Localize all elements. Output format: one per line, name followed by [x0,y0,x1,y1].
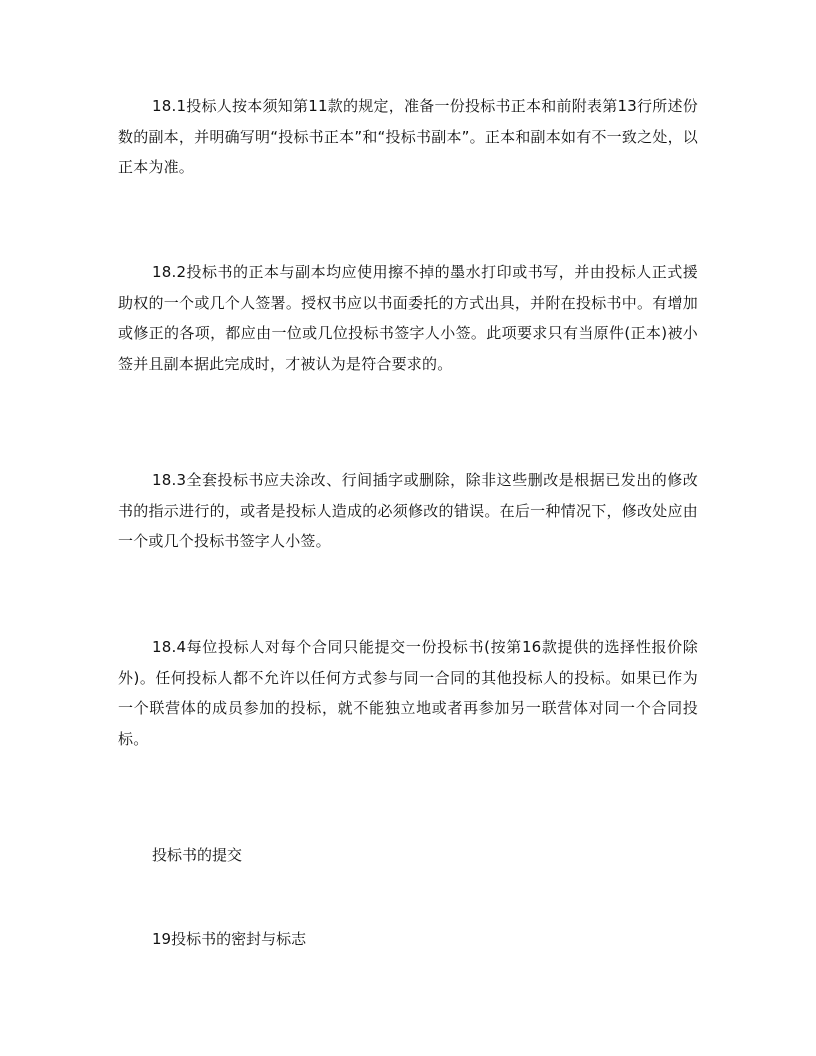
section-heading-19: 19投标书的密封与标志 [152,930,307,948]
section-heading-submission: 投标书的提交 [152,846,243,864]
paragraph-18-1: 18.1投标人按本须知第11款的规定，准备一份投标书正本和前附表第13行所述份数的副本，并明确写明“投标书正本”和“投标书副本”。正本和副本如有不一致之处，以正本为准。 [118,97,698,176]
paragraph-18-3: 18.3全套投标书应夫涂改、行间插字或删除，除非这些删改是根据已发出的修改书的指示进行的，或者是投标人造成的必须修改的错误。在后一种情况下，修改处应由一个或几个投标书签字人小签。 [118,471,698,550]
paragraph-18-2: 18.2投标书的正本与副本均应使用擦不掉的墨水打印或书写，并由投标人正式援助权的一个或几个人签署。授权书应以书面委托的方式出具，并附在投标书中。有增加或修正的各项，都应由一位或几位投标书签字人小签。此项要求只有当原件(正本)被小签并且副本据此完成时，才被认为是符合要求的。 [118,263,698,373]
paragraph-18-4: 18.4每位投标人对每个合同只能提交一份投标书(按第16款提供的选择性报价除外)。任何投标人都不允许以任何方式参与同一合同的其他投标人的投标。如果已作为一个联营体的成员参加的投标，就不能独立地或者再参加另一联营体对同一个合同投标。 [118,638,698,748]
